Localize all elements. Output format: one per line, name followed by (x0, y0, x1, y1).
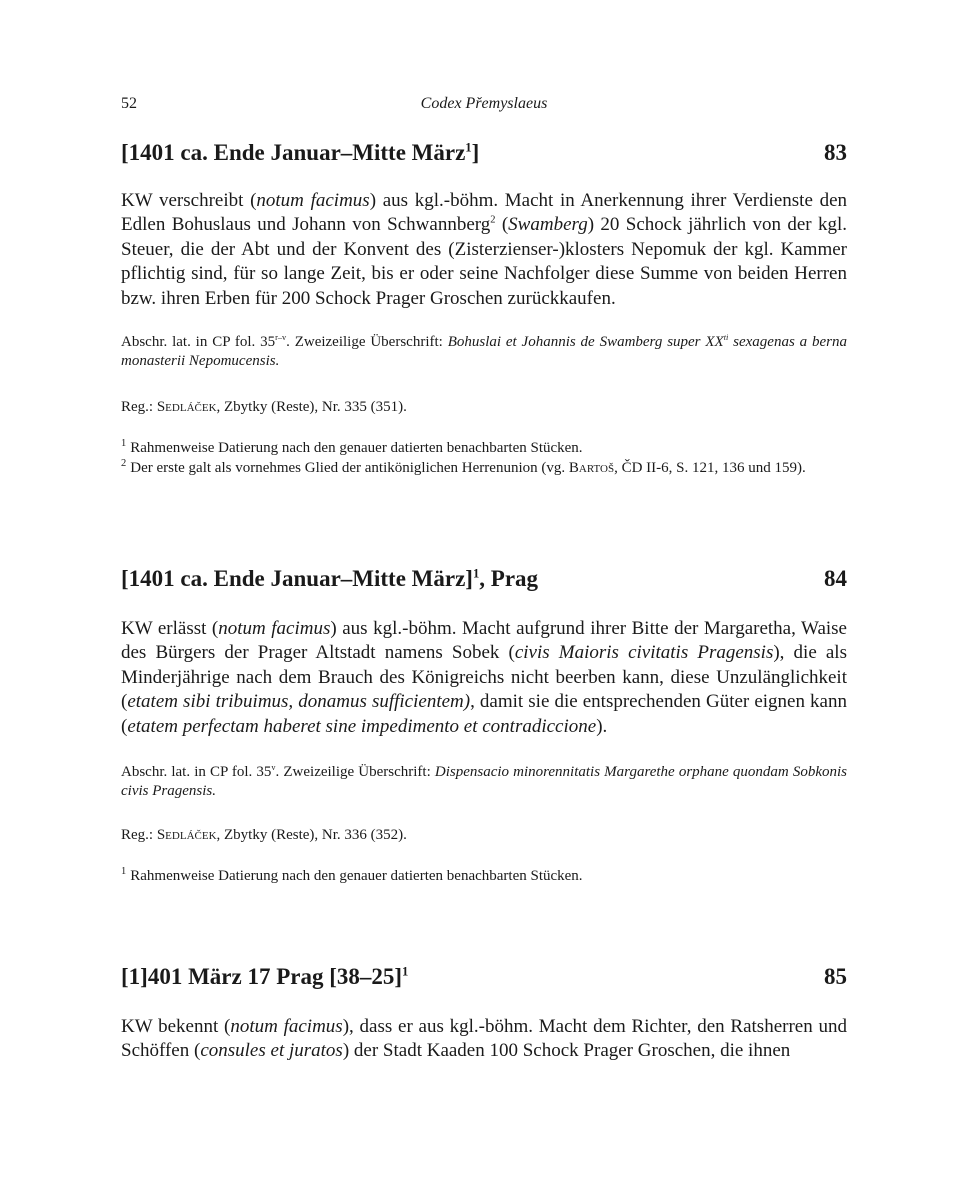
running-head (121, 95, 847, 117)
footnote: $^1$ Rahmenweise Datierung nach den genauer datierten benachbarten Stücken. (121, 866, 583, 884)
entry-number: 83 (824, 140, 847, 165)
entry-heading (121, 140, 847, 170)
entry-title: [1]401 März 17 Prag $[38-25]^1$ (121, 964, 409, 989)
entry-number: 84 (824, 566, 847, 591)
page-number: 52 (121, 95, 137, 112)
entry-number: 85 (824, 964, 847, 989)
entry-title: [1401 ca. Ende Januar–Mitte März$^1$] (121, 140, 480, 165)
entry-heading (121, 566, 847, 596)
footnote: $^1$ Rahmenweise Datierung nach den genauer datierten benachbarten Stücken. (121, 438, 583, 456)
footnote: $^2$ Der erste galt als vornehmes Glied der antiköniglichen Herrenunion (vg. Bartoš, ČD II-6, S. 121, 136 und 159). (121, 458, 806, 476)
entry-summary: KW verschreibt (notum facimus) aus kgl.-böhm. Macht in Anerkennung ihrer Verdienste den Edlen Bohuslaus und Johann von Schwannberg$^2$ (Swamberg) 20 Schock jährlich von der kgl. Steuer, die der Abt und der Konvent des (Zisterzienser-)klosters Nepomuk der kgl. Kammer pflichtig sind, für so lange Zeit, bis er oder seine Nachfolger diese Summe von beiden Herren bzw. ihren Erben für 200 Schock Prager Groschen zurückkaufen. (121, 190, 848, 309)
regest-note: Reg.: Sedláček, Zbytky (Reste), Nr. 335 (351). (121, 399, 407, 415)
entry-summary: KW erlässt (notum facimus) aus kgl.-böhm. Macht aufgrund ihrer Bitte der Margaretha, Waise des Bürgers der Prager Altstadt namens Sobek (civis Maioris civitatis Pragensis), die als Minderjährige nach dem Brauch des Königreichs nicht beerben kann, diese Unzulänglichkeit (etatem sibi tribuimus, donamus sufficientem), damit sie die entsprechenden Güter eignen kann (etatem perfectam haberet sine impedimento et contradiccione). (121, 618, 847, 737)
entry-title: [1401 ca. Ende Januar–Mitte März]$^1$, Prag (121, 566, 539, 591)
entry-summary: KW bekennt (notum facimus), dass er aus kgl.-böhm. Macht dem Richter, den Ratsherren und Schöffen (consules et juratos) der Stadt Kaaden 100 Schock Prager Groschen, die ihnen (121, 1016, 847, 1062)
source-note: Abschr. lat. in CP fol. 35$^v$. Zweizeilige Überschrift: Dispensacio minorennitatis Margarethe orphane quondam Sobkonis civis Pragensis. (121, 763, 848, 799)
regest-note: Reg.: Sedláček, Zbytky (Reste), Nr. 336 (352). (121, 827, 407, 843)
entry-heading (121, 964, 847, 994)
journal-title: Codex Přemyslaeus (420, 95, 548, 112)
source-note: Abschr. lat. in CP fol. 35$^{r-v}$. Zweizeilige Überschrift: Bohuslai et Johannis de Swamberg super $XX^{ti}$ sexagenas a berna monasterii Nepomucensis. (121, 333, 847, 369)
